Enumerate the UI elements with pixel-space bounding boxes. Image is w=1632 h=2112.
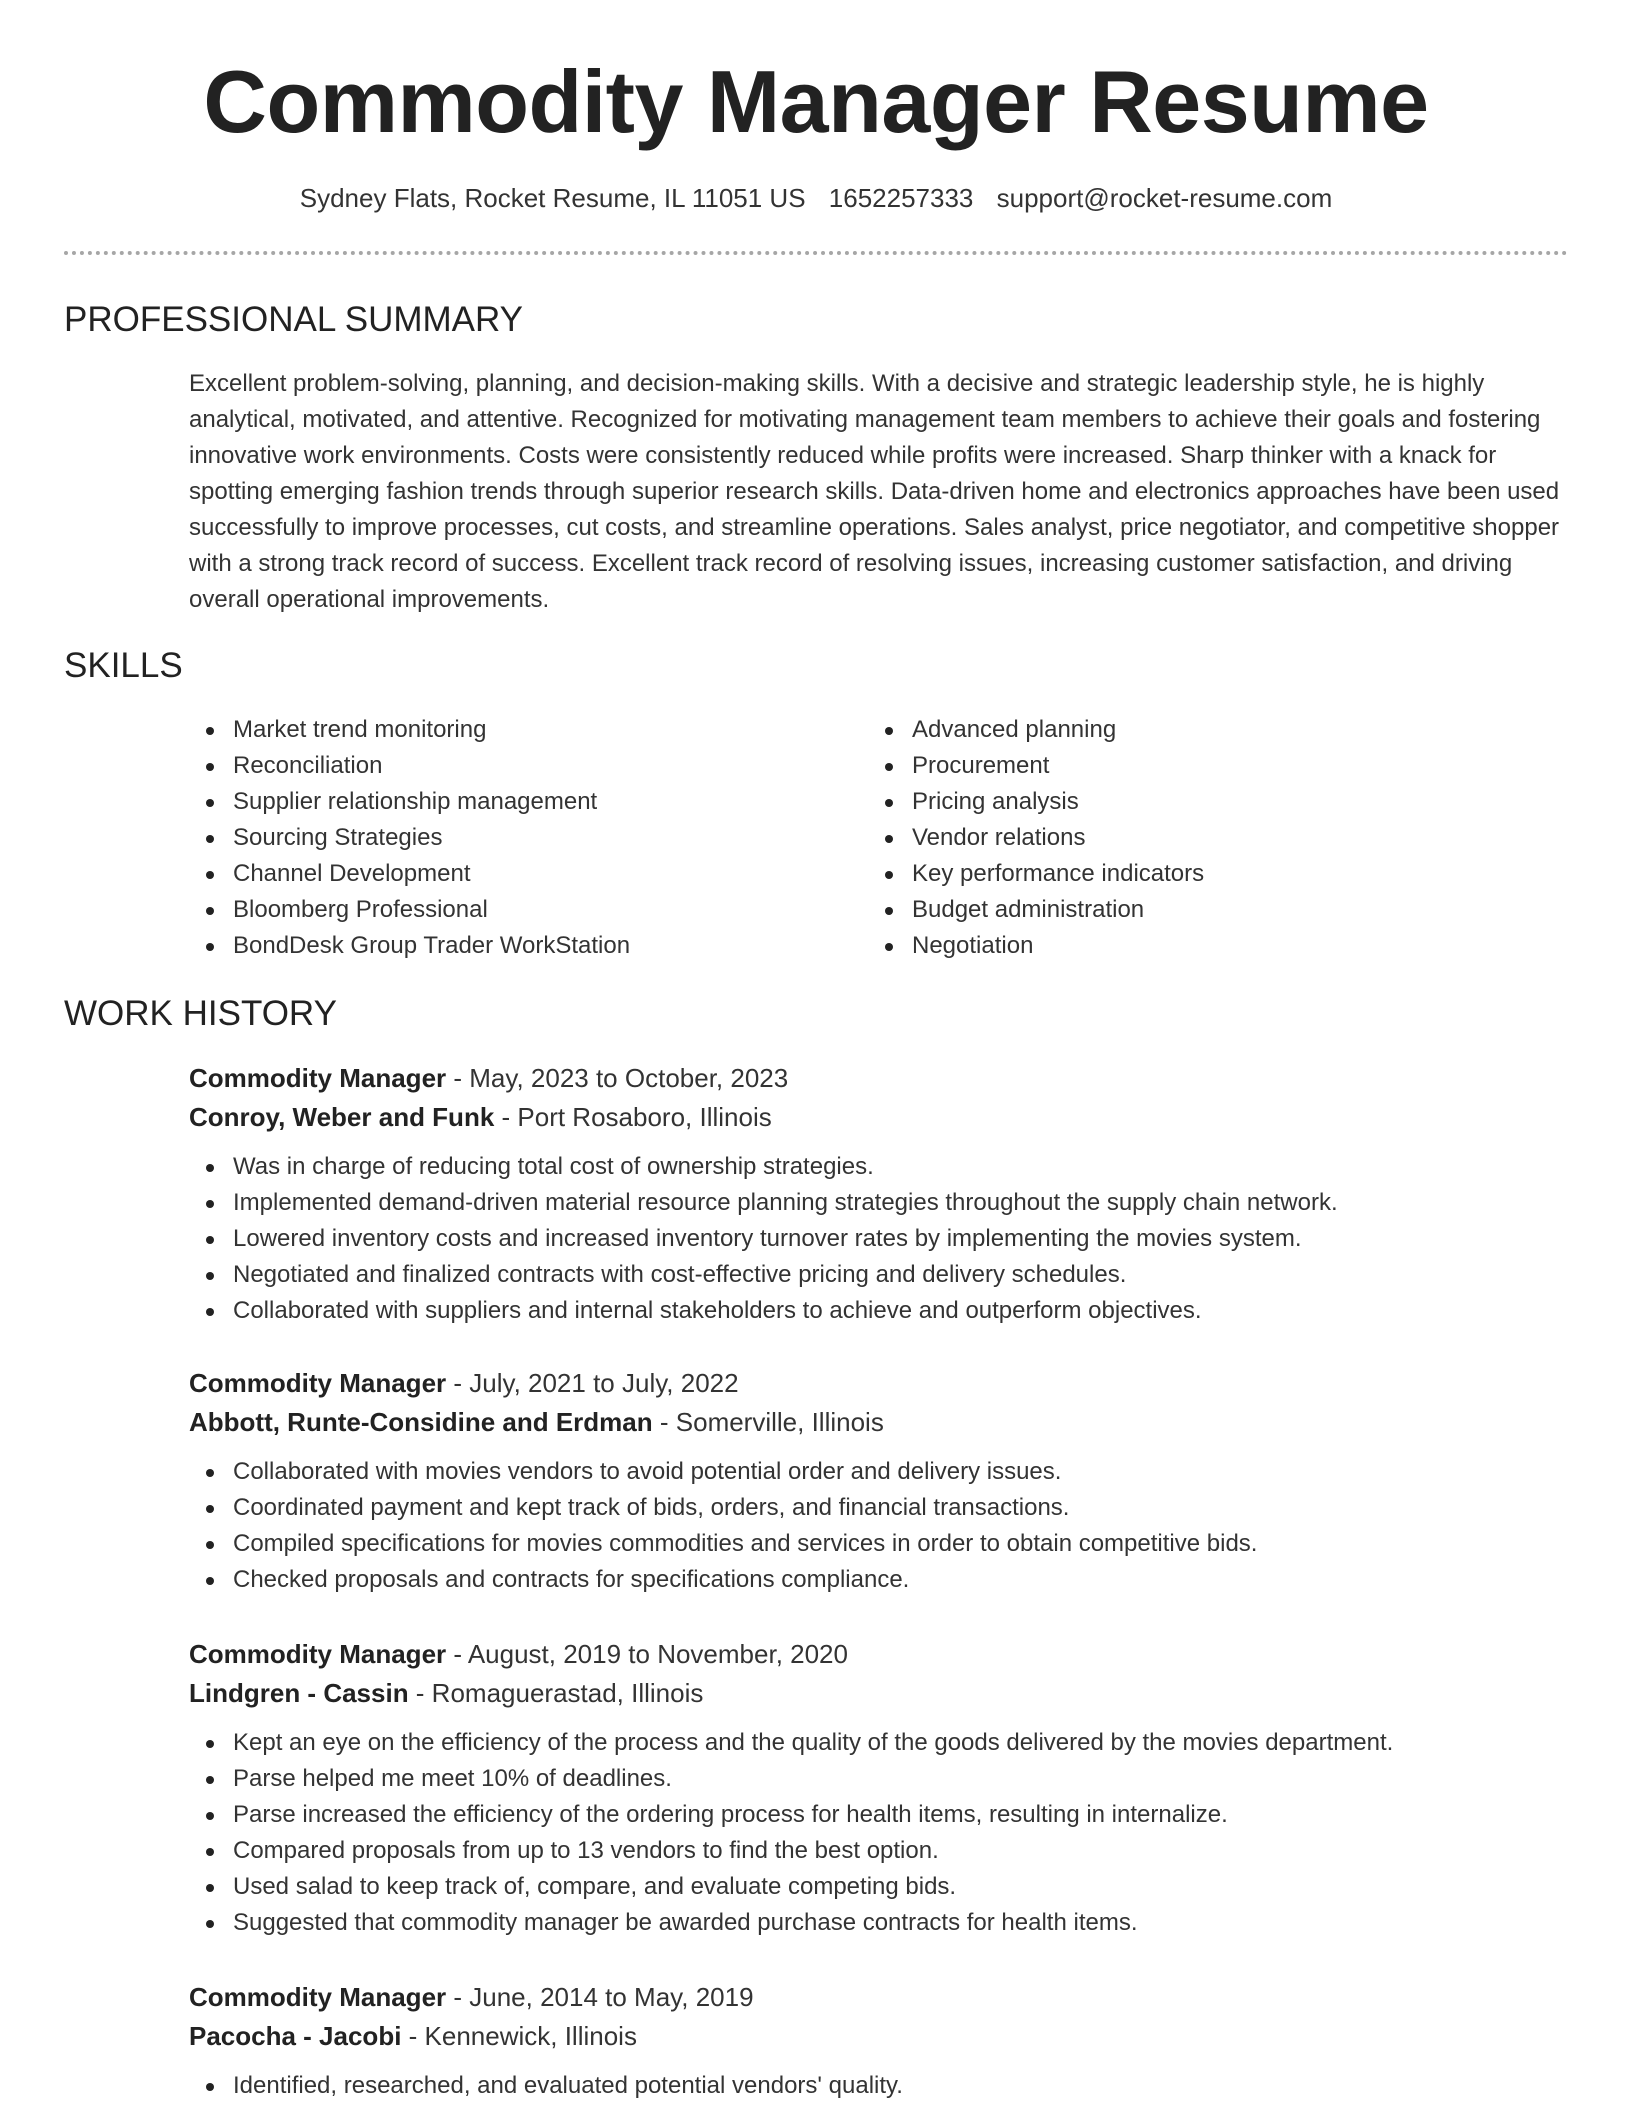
job-company: Pacocha - Jacobi bbox=[189, 2021, 402, 2051]
contact-email: support@rocket-resume.com bbox=[996, 183, 1333, 213]
job-location: - Kennewick, Illinois bbox=[401, 2021, 637, 2051]
skill-item: Reconciliation bbox=[189, 748, 630, 784]
section-heading-work-history: WORK HISTORY bbox=[64, 994, 337, 1033]
job-company: Abbott, Runte-Considine and Erdman bbox=[189, 1407, 653, 1437]
job-location: - Romaguerastad, Illinois bbox=[408, 1678, 704, 1708]
section-heading-summary: PROFESSIONAL SUMMARY bbox=[64, 300, 523, 339]
job-bullet: Collaborated with movies vendors to avoid potential order and delivery issues. bbox=[189, 1454, 1569, 1490]
skill-item: Vendor relations bbox=[868, 820, 1204, 856]
job-bullet: Parse helped me meet 10% of deadlines. bbox=[189, 1761, 1569, 1797]
job-entry bbox=[189, 1059, 1569, 1329]
section-heading-skills: SKILLS bbox=[64, 646, 183, 685]
job-bullet: Negotiated and finalized contracts with cost-effective pricing and delivery schedules. bbox=[189, 1257, 1569, 1293]
skills-column-left bbox=[189, 712, 630, 964]
job-bullet: Was in charge of reducing total cost of ownership strategies. bbox=[189, 1149, 1569, 1185]
job-title: Commodity Manager bbox=[189, 1063, 447, 1093]
job-bullet: Suggested that commodity manager be awarded purchase contracts for health items. bbox=[189, 1905, 1569, 1941]
job-entry bbox=[189, 1364, 1569, 1598]
job-company-line bbox=[189, 1674, 1569, 1713]
job-company-line bbox=[189, 1403, 1569, 1442]
job-title-line bbox=[189, 1364, 1569, 1403]
job-company: Conroy, Weber and Funk bbox=[189, 1102, 495, 1132]
skill-item: Channel Development bbox=[189, 856, 630, 892]
job-dates: - August, 2019 to November, 2020 bbox=[446, 1639, 848, 1669]
job-title-line bbox=[189, 1978, 1569, 2017]
job-dates: - July, 2021 to July, 2022 bbox=[446, 1368, 739, 1398]
job-bullet: Checked proposals and contracts for specifications compliance. bbox=[189, 1562, 1569, 1598]
job-bullet: Coordinated payment and kept track of bids, orders, and financial transactions. bbox=[189, 1490, 1569, 1526]
job-title: Commodity Manager bbox=[189, 1982, 447, 2012]
job-company-line bbox=[189, 2017, 1569, 2056]
skill-item: Negotiation bbox=[868, 928, 1204, 964]
job-dates: - May, 2023 to October, 2023 bbox=[446, 1063, 789, 1093]
job-company: Lindgren - Cassin bbox=[189, 1678, 409, 1708]
job-company-line bbox=[189, 1098, 1569, 1137]
page-title: Commodity Manager Resume bbox=[203, 52, 1429, 151]
skill-item: Pricing analysis bbox=[868, 784, 1204, 820]
skill-item: Bloomberg Professional bbox=[189, 892, 630, 928]
skills-column-right bbox=[868, 712, 1204, 964]
job-entry bbox=[189, 1635, 1569, 1941]
skill-item: Supplier relationship management bbox=[189, 784, 630, 820]
job-bullet: Compiled specifications for movies commodities and services in order to obtain competitive bids. bbox=[189, 1526, 1569, 1562]
job-bullet: Parse increased the efficiency of the ordering process for health items, resulting in internalize. bbox=[189, 1797, 1569, 1833]
job-title-line bbox=[189, 1059, 1569, 1098]
job-dates: - June, 2014 to May, 2019 bbox=[446, 1982, 754, 2012]
job-bullet: Collaborated with suppliers and internal stakeholders to achieve and outperform objectives. bbox=[189, 1293, 1569, 1329]
contact-address: Sydney Flats, Rocket Resume, IL 11051 US bbox=[299, 183, 806, 213]
contact-phone: 1652257333 bbox=[828, 183, 974, 213]
job-title: Commodity Manager bbox=[189, 1639, 447, 1669]
job-bullet: Implemented demand-driven material resource planning strategies throughout the supply chain network. bbox=[189, 1185, 1569, 1221]
job-location: - Port Rosaboro, Illinois bbox=[494, 1102, 772, 1132]
contact-line bbox=[0, 180, 1632, 216]
job-title-line bbox=[189, 1635, 1569, 1674]
header-divider bbox=[64, 251, 1568, 255]
job-bullet: Lowered inventory costs and increased inventory turnover rates by implementing the movies system. bbox=[189, 1221, 1569, 1257]
job-title: Commodity Manager bbox=[189, 1368, 447, 1398]
skill-item: BondDesk Group Trader WorkStation bbox=[189, 928, 630, 964]
skill-item: Sourcing Strategies bbox=[189, 820, 630, 856]
job-bullet: Kept an eye on the efficiency of the process and the quality of the goods delivered by the movies department. bbox=[189, 1725, 1569, 1761]
job-bullet: Used salad to keep track of, compare, and evaluate competing bids. bbox=[189, 1869, 1569, 1905]
summary-text: Excellent problem-solving, planning, and decision-making skills. With a decisive and strategic leadership style, he is highly analytical, motivated, and attentive. Recognized for motivating management team members to achieve their goals and fostering innovative work environments. Costs were consistently reduced while profits were increased. Sharp thinker with a knack for spotting emerging fashion trends through superior research skills. Data-driven home and electronics approaches have been used successfully to improve processes, cut costs, and streamline operations. Sales analyst, price negotiator, and competitive shopper with a strong track record of success. Excellent track record of resolving issues, increasing customer satisfaction, and driving overall operational improvements. bbox=[189, 370, 1560, 613]
job-bullet: Compared proposals from up to 13 vendors to find the best option. bbox=[189, 1833, 1569, 1869]
job-entry bbox=[189, 1978, 1569, 2104]
job-location: - Somerville, Illinois bbox=[652, 1407, 884, 1437]
skill-item: Budget administration bbox=[868, 892, 1204, 928]
skill-item: Key performance indicators bbox=[868, 856, 1204, 892]
skill-item: Advanced planning bbox=[868, 712, 1204, 748]
skill-item: Market trend monitoring bbox=[189, 712, 630, 748]
job-bullet: Identified, researched, and evaluated potential vendors' quality. bbox=[189, 2068, 1569, 2104]
skill-item: Procurement bbox=[868, 748, 1204, 784]
